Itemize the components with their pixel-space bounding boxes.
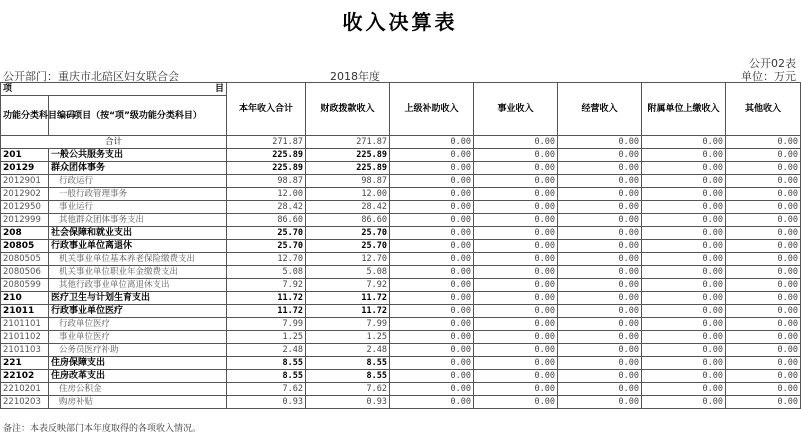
total-value: 0.00 [642,136,726,149]
row-value: 0.00 [726,201,801,214]
row-name: 事业单位医疗 [49,331,227,344]
row-value: 98.87 [227,175,306,188]
row-value: 0.00 [474,149,558,162]
total-value: 0.00 [474,136,558,149]
row-code: 2012902 [1,188,49,201]
row-value: 11.72 [227,292,306,305]
row-name: 一般公共服务支出 [49,149,227,162]
row-value: 0.00 [390,162,474,175]
row-value: 0.00 [474,266,558,279]
row-value: 0.00 [390,240,474,253]
row-code: 2101103 [1,344,49,357]
row-value: 7.92 [306,279,390,292]
row-value: 0.00 [474,383,558,396]
table-row [1,227,801,240]
row-value: 0.00 [726,305,801,318]
row-value: 0.00 [558,253,642,266]
row-value: 0.00 [726,318,801,331]
row-value: 0.00 [642,162,726,175]
row-value: 0.00 [642,149,726,162]
row-value: 0.00 [726,227,801,240]
row-code: 221 [1,357,49,370]
row-value: 0.00 [474,188,558,201]
row-value: 0.00 [558,318,642,331]
row-value: 0.00 [474,227,558,240]
row-value: 225.89 [306,149,390,162]
row-value: 0.00 [558,227,642,240]
income-table [0,82,801,409]
row-code: 21011 [1,305,49,318]
row-value: 0.00 [642,240,726,253]
row-value: 0.00 [390,292,474,305]
row-name: 行政单位医疗 [49,318,227,331]
row-value: 0.00 [390,305,474,318]
row-value: 25.70 [306,227,390,240]
row-value: 0.00 [642,318,726,331]
row-value: 0.00 [642,175,726,188]
row-name: 其他群众团体事务支出 [49,214,227,227]
fiscal-year: 2018年度 [330,70,380,83]
row-value: 0.00 [390,188,474,201]
row-code: 2101102 [1,331,49,344]
row-value: 0.00 [558,240,642,253]
row-value: 0.00 [474,305,558,318]
row-value: 8.55 [227,370,306,383]
row-value: 11.72 [306,305,390,318]
row-name: 行政事业单位医疗 [49,305,227,318]
row-value: 0.00 [642,357,726,370]
row-value: 0.00 [642,331,726,344]
row-name: 社会保障和就业支出 [49,227,227,240]
row-code: 20129 [1,162,49,175]
row-name: 事业运行 [49,201,227,214]
row-value: 0.00 [558,344,642,357]
row-value: 0.00 [390,370,474,383]
row-value: 0.00 [726,331,801,344]
row-value: 11.72 [306,292,390,305]
table-row [1,370,801,383]
col-header-1: 财政拨款收入 [306,83,390,136]
row-value: 0.00 [726,292,801,305]
row-value: 0.00 [390,331,474,344]
table-row [1,383,801,396]
row-value: 12.00 [306,188,390,201]
row-value: 0.00 [558,357,642,370]
row-code: 2080505 [1,253,49,266]
row-value: 0.00 [726,266,801,279]
table-row [1,175,801,188]
row-value: 0.00 [390,396,474,409]
row-code: 2012901 [1,175,49,188]
row-value: 0.00 [558,201,642,214]
row-value: 0.00 [474,357,558,370]
row-value: 0.00 [726,149,801,162]
row-value: 0.00 [726,162,801,175]
row-value: 0.00 [474,175,558,188]
row-value: 0.00 [474,201,558,214]
row-value: 0.00 [558,175,642,188]
table-row [1,279,801,292]
row-value: 0.00 [726,279,801,292]
row-value: 0.00 [726,344,801,357]
row-value: 12.70 [306,253,390,266]
row-value: 0.00 [558,149,642,162]
row-value: 0.00 [726,188,801,201]
row-value: 0.00 [390,357,474,370]
row-value: 225.89 [227,149,306,162]
row-value: 0.00 [558,370,642,383]
row-value: 0.00 [726,175,801,188]
row-value: 1.25 [227,331,306,344]
row-value: 28.42 [227,201,306,214]
row-name: 住房保障支出 [49,357,227,370]
row-value: 0.00 [726,370,801,383]
row-value: 225.89 [306,162,390,175]
row-value: 225.89 [227,162,306,175]
row-value: 0.00 [474,279,558,292]
row-name: 机关事业单位基本养老保险缴费支出 [49,253,227,266]
col-header-5: 附属单位上缴收入 [642,83,726,136]
row-code: 2080506 [1,266,49,279]
row-value: 86.60 [227,214,306,227]
row-value: 0.00 [390,344,474,357]
row-value: 0.00 [558,305,642,318]
row-value: 25.70 [227,227,306,240]
row-value: 8.55 [306,357,390,370]
row-value: 7.99 [306,318,390,331]
total-row [1,136,801,149]
row-value: 0.00 [390,266,474,279]
row-value: 0.00 [726,240,801,253]
row-code: 210 [1,292,49,305]
row-value: 0.00 [474,396,558,409]
row-value: 0.00 [474,214,558,227]
item-header-cell [1,83,227,96]
row-value: 0.00 [558,214,642,227]
row-code: 2080599 [1,279,49,292]
row-value: 0.00 [642,279,726,292]
row-code: 201 [1,149,49,162]
row-value: 0.00 [474,253,558,266]
total-value: 0.00 [558,136,642,149]
row-value: 0.00 [474,331,558,344]
row-name: 医疗卫生与计划生育支出 [49,292,227,305]
table-row [1,318,801,331]
department-label: 公开部门：重庆市北碚区妇女联合会 [3,70,179,83]
row-value: 12.70 [227,253,306,266]
row-value: 7.62 [306,383,390,396]
row-value: 0.00 [642,214,726,227]
total-value: 0.00 [726,136,801,149]
row-value: 0.00 [390,201,474,214]
row-code: 2012950 [1,201,49,214]
row-value: 0.00 [558,383,642,396]
row-value: 0.00 [642,266,726,279]
row-code: 2101101 [1,318,49,331]
table-row [1,253,801,266]
row-value: 0.00 [390,227,474,240]
table-row [1,331,801,344]
row-value: 0.00 [642,227,726,240]
row-value: 7.62 [227,383,306,396]
row-value: 12.00 [227,188,306,201]
row-value: 5.08 [306,266,390,279]
row-value: 0.93 [306,396,390,409]
col-header-2: 上级补助收入 [390,83,474,136]
row-value: 8.55 [227,357,306,370]
row-value: 0.00 [642,383,726,396]
row-code: 2210203 [1,396,49,409]
row-value: 0.00 [474,370,558,383]
row-name: 其他行政事业单位离退休支出 [49,279,227,292]
row-name: 公务员医疗补助 [49,344,227,357]
row-value: 0.00 [642,370,726,383]
row-value: 0.00 [474,318,558,331]
row-value: 0.00 [474,344,558,357]
mu-header-label: 目 [214,84,224,94]
row-value: 25.70 [306,240,390,253]
row-value: 0.00 [558,162,642,175]
row-value: 0.00 [726,383,801,396]
row-name: 群众团体事务 [49,162,227,175]
row-value: 0.00 [558,292,642,305]
row-value: 0.00 [474,240,558,253]
row-value: 0.00 [558,396,642,409]
row-value: 0.00 [726,253,801,266]
row-value: 0.00 [558,331,642,344]
row-value: 0.93 [227,396,306,409]
table-row [1,149,801,162]
row-value: 0.00 [390,318,474,331]
form-number: 公开02表 [749,57,796,70]
row-value: 1.25 [306,331,390,344]
row-value: 0.00 [642,253,726,266]
table-row [1,357,801,370]
row-name: 机关事业单位职业年金缴费支出 [49,266,227,279]
row-value: 0.00 [390,279,474,292]
table-row [1,214,801,227]
row-value: 0.00 [390,253,474,266]
row-value: 7.92 [227,279,306,292]
table-row [1,162,801,175]
unit-label: 单位：万元 [741,70,796,83]
row-value: 0.00 [642,305,726,318]
table-row [1,266,801,279]
code-header: 功能分类科目编码 [1,96,49,136]
row-value: 0.00 [390,175,474,188]
row-value: 0.00 [642,201,726,214]
col-header-0: 本年收入合计 [227,83,306,136]
row-name: 住房公积金 [49,383,227,396]
name-header: 项目（按“项”级功能分类科目） [49,96,227,136]
row-value: 0.00 [474,162,558,175]
row-value: 28.42 [306,201,390,214]
row-value: 0.00 [642,344,726,357]
table-row [1,188,801,201]
total-value: 0.00 [390,136,474,149]
row-code: 2012999 [1,214,49,227]
row-value: 86.60 [306,214,390,227]
table-row [1,344,801,357]
report-title: 收入决算表 [342,10,458,34]
row-value: 2.48 [306,344,390,357]
row-value: 0.00 [390,383,474,396]
table-row [1,292,801,305]
col-header-6: 其他收入 [726,83,801,136]
total-value: 271.87 [227,136,306,149]
row-value: 11.72 [227,305,306,318]
row-code: 22102 [1,370,49,383]
row-code: 2210201 [1,383,49,396]
row-value: 0.00 [642,292,726,305]
total-label: 合计 [1,136,227,149]
row-value: 0.00 [726,396,801,409]
row-value: 25.70 [227,240,306,253]
row-value: 2.48 [227,344,306,357]
row-value: 0.00 [726,357,801,370]
table-row [1,396,801,409]
row-value: 0.00 [474,292,558,305]
row-value: 0.00 [390,149,474,162]
row-value: 5.08 [227,266,306,279]
table-row [1,201,801,214]
row-name: 住房改革支出 [49,370,227,383]
row-name: 行政运行 [49,175,227,188]
table-row [1,240,801,253]
footnote: 备注：本表反映部门本年度取得的各项收入情况。 [3,424,202,434]
item-header-label: 项 [3,84,13,94]
col-header-4: 经营收入 [558,83,642,136]
row-code: 208 [1,227,49,240]
row-value: 0.00 [558,279,642,292]
row-value: 0.00 [726,214,801,227]
row-value: 8.55 [306,370,390,383]
row-value: 0.00 [390,214,474,227]
row-value: 0.00 [558,266,642,279]
row-name: 行政事业单位离退休 [49,240,227,253]
col-header-3: 事业收入 [474,83,558,136]
row-value: 98.87 [306,175,390,188]
table-row [1,305,801,318]
row-name: 一般行政管理事务 [49,188,227,201]
row-value: 0.00 [642,396,726,409]
row-code: 20805 [1,240,49,253]
row-value: 7.99 [227,318,306,331]
row-value: 0.00 [558,188,642,201]
total-value: 271.87 [306,136,390,149]
row-value: 0.00 [642,188,726,201]
row-name: 购房补贴 [49,396,227,409]
